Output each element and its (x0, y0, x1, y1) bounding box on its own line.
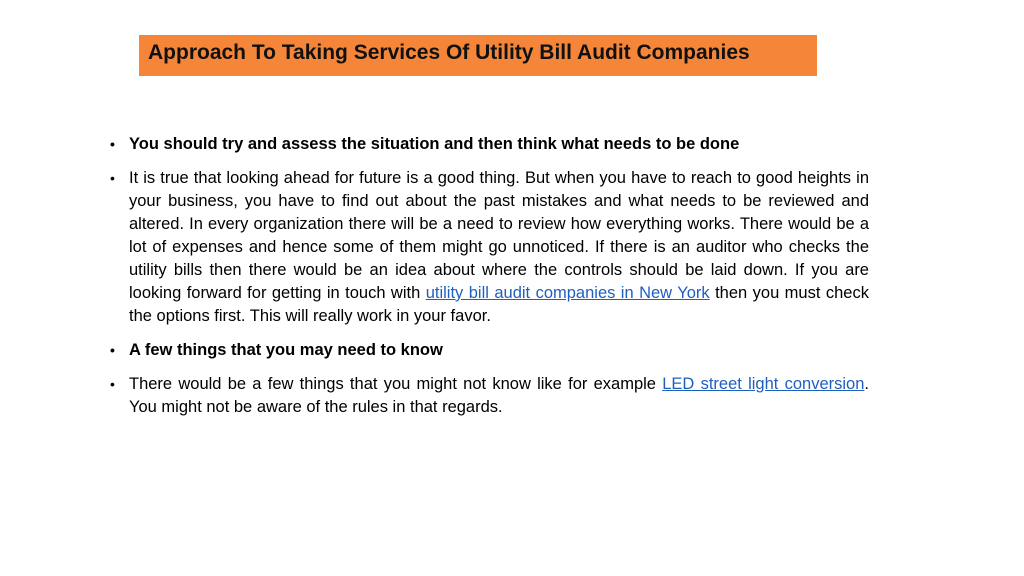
bullet-item-assess (107, 133, 869, 156)
bullet-text: It is true that looking ahead for future is a good thing. But when you have to reach to good heights in your business, you have to find out about the past mistakes and what needs to be reviewed and altered. In every organization there will be a need to review how everything works. There would be a lot of expenses and hence some of them might go unnoticed. If there is an auditor who checks the utility bills then there would be an idea about where the controls should be laid down. If you are looking forward for getting in touch with (129, 169, 869, 302)
bullet-item-led (107, 373, 869, 419)
bullet-icon: • (110, 376, 115, 392)
slide-title: Approach To Taking Services Of Utility Bill Audit Companies (139, 35, 817, 76)
bullet-text: You should try and assess the situation and then think what needs to be done (129, 135, 740, 153)
bullet-item-few-things (107, 339, 869, 362)
bullet-text: There would be a few things that you might not know like for example (129, 375, 663, 393)
bullet-text-after: then you must check the options first. This will really work in your favor. (129, 284, 869, 325)
bullet-item-future (107, 167, 869, 328)
bullet-list (107, 133, 869, 430)
bullet-text-after: . You might not be aware of the rules in that regards. (129, 375, 869, 416)
led-street-light-link[interactable]: LED street light conversion (662, 375, 865, 393)
bullet-icon: • (110, 136, 115, 152)
utility-bill-audit-link[interactable]: utility bill audit companies in New York (425, 284, 710, 302)
bullet-text: A few things that you may need to know (129, 341, 443, 359)
bullet-icon: • (110, 342, 115, 358)
bullet-icon: • (110, 170, 115, 186)
